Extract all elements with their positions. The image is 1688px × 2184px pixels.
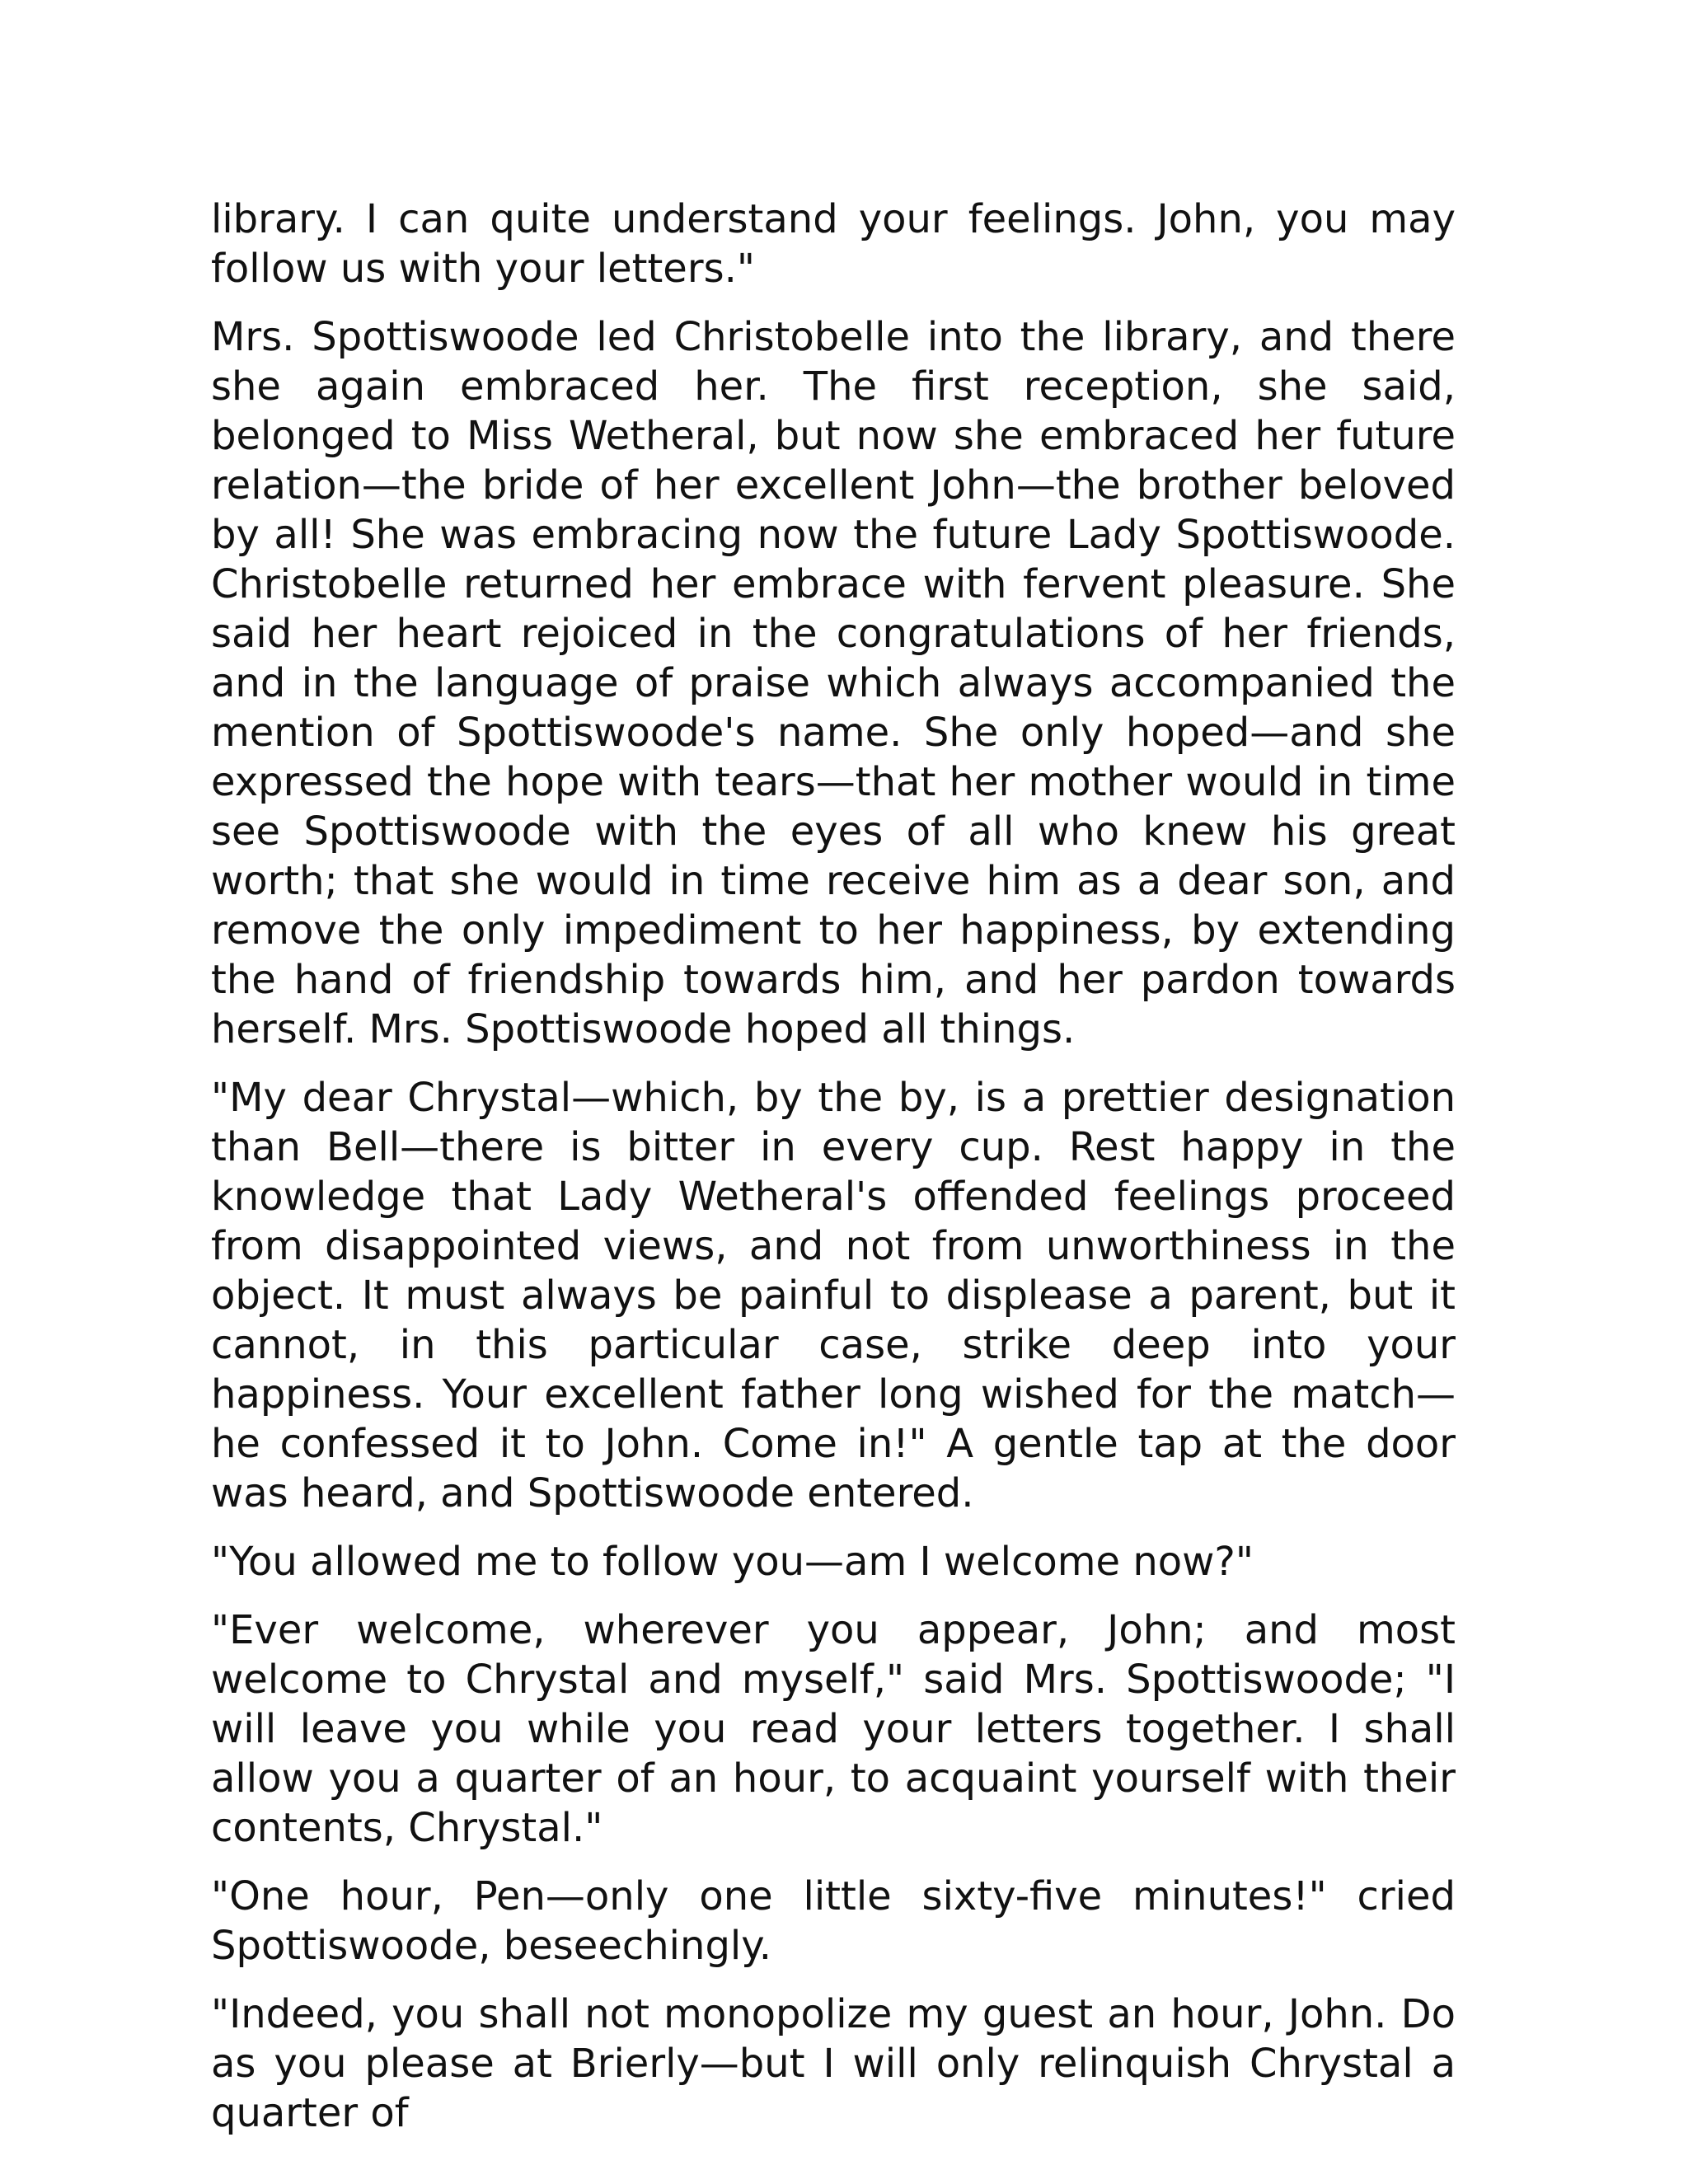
paragraph-1: library. I can quite understand your feelings. John, you may follow us with your letters." bbox=[211, 196, 1456, 292]
paragraph-7: "Indeed, you shall not monopolize my guest an hour, John. Do as you please at Brierly—but I will only relinquish Chrystal a quarter of bbox=[211, 1991, 1456, 2136]
paragraph-3: "My dear Chrystal—which, by the by, is a prettier designation than Bell—there is bitter in every cup. Rest happy in the knowledge that Lady Wetheral's offended feelings proceed from disappointed views, and not from unworthiness in the object. It must always be painful to displease a parent, but it cannot, in this particular case, strike deep into your happiness. Your excellent father long wished for the match—he confessed it to John. Come in!" A gentle tap at the door was heard, and Spottiswoode entered. bbox=[211, 1075, 1456, 1516]
paragraph-6: "One hour, Pen—only one little sixty-five minutes!" cried Spottiswoode, beseechingly. bbox=[211, 1873, 1456, 1969]
paragraph-4: "You allowed me to follow you—am I welcome now?" bbox=[211, 1539, 1254, 1585]
page-body bbox=[211, 194, 1456, 2157]
paragraph-5: "Ever welcome, wherever you appear, John; and most welcome to Chrystal and myself," said Mrs. Spottiswoode; "I will leave you while you read your letters together. I shall allow you a quarter of an hour, to acquaint yourself with their contents, Chrystal." bbox=[211, 1607, 1456, 1851]
paragraph-2: Mrs. Spottiswoode led Christobelle into the library, and there she again embraced her. The first reception, she said, belonged to Miss Wetheral, but now she embraced her future relation—the bride of her excellent John—the brother beloved by all! She was embracing now the future Lady Spottiswoode. Christobelle returned her embrace with fervent pleasure. She said her heart rejoiced in the congratulations of her friends, and in the language of praise which always accompanied the mention of Spottiswoode's name. She only hoped—and she expressed the hope with tears—that her mother would in time see Spottiswoode with the eyes of all who knew his great worth; that she would in time receive him as a dear son, and remove the only impediment to her happiness, by extending the hand of friendship towards him, and her pardon towards herself. Mrs. Spottiswoode hoped all things. bbox=[211, 314, 1456, 1052]
